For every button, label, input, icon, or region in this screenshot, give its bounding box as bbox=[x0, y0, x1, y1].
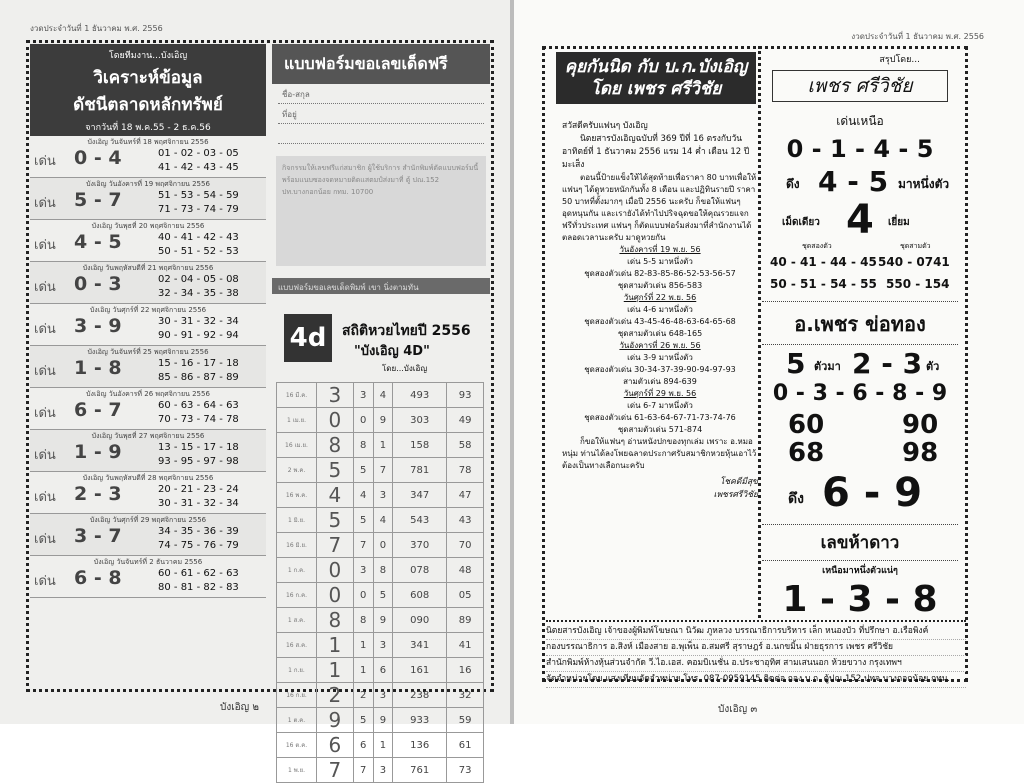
left-page-header: งวดประจำวันที่ 1 ธันวาคม พ.ศ. 2556 bbox=[30, 24, 163, 33]
ajarn-row-numbers: 0 - 3 - 6 - 8 - 9 bbox=[772, 381, 948, 406]
fourd-digit-a: 3 bbox=[353, 558, 373, 583]
stats-row-date: บังเอิญ วันจันทร์ที่ 2 ธันวาคม 2556 bbox=[93, 558, 203, 566]
fourd-two-digit: 70 bbox=[447, 533, 484, 558]
fourd-date: 16 พ.ค. bbox=[277, 483, 317, 508]
fourd-digit-a: 8 bbox=[353, 433, 373, 458]
stats-row bbox=[30, 178, 266, 220]
fourd-date: 16 ก.ย. bbox=[277, 683, 317, 708]
medeaw-label: เม็ดเดียว bbox=[782, 217, 820, 228]
fourd-row bbox=[277, 733, 484, 758]
two-digit-label: ชุดสองตัว bbox=[802, 242, 832, 250]
fourd-subtitle: "บังเอิญ 4D" bbox=[354, 344, 430, 359]
fourd-three-digit: 543 bbox=[393, 508, 447, 533]
editor-closing: ก็ขอให้แฟนๆ อ่านหนังปกของทุกเล่ม เพราะ อ.หมอหนุ่ม ท่านได้ลงโพยฉลาดประกาศรับสมาชิกหวยหุ้นเอาไว้ต้องเป็นทางเลือกนะครับ bbox=[562, 437, 757, 470]
ajarn-digit-2: 2 - 3 bbox=[852, 347, 923, 380]
fourd-digit-b: 7 bbox=[373, 458, 393, 483]
fourd-big-digit: 5 bbox=[317, 458, 354, 483]
three-digit-label: ชุดสามตัว bbox=[900, 242, 931, 250]
entry-date: วันศุกร์ที่ 29 พ.ย. 56 bbox=[623, 389, 697, 398]
dennuea-numbers: 0 - 1 - 4 - 5 bbox=[786, 135, 934, 163]
fourd-digit-a: 2 bbox=[353, 683, 373, 708]
form-column bbox=[272, 44, 490, 782]
fourd-two-digit: 05 bbox=[447, 583, 484, 608]
editor-title: คุยกันนิด กับ บ.ก.บังเอิญ bbox=[564, 57, 748, 77]
fourd-big-digit: 4 bbox=[317, 483, 354, 508]
ajarn-text-2: ตัว bbox=[926, 360, 940, 373]
stats-row-date: บังเอิญ วันพุธที่ 20 พฤศจิกายน 2556 bbox=[91, 222, 205, 230]
stats-row-pair: 2 - 3 bbox=[74, 483, 122, 505]
fourd-row bbox=[277, 458, 484, 483]
fourd-digit-b: 3 bbox=[373, 683, 393, 708]
ajarn-grid-2: 90 bbox=[902, 410, 939, 440]
stats-row-numbers-2: 80 - 81 - 82 - 83 bbox=[158, 582, 239, 593]
fourd-two-digit: 43 bbox=[447, 508, 484, 533]
stats-row bbox=[30, 136, 266, 178]
fourd-digit-b: 8 bbox=[373, 558, 393, 583]
lekha-title: เลขห้าดาว bbox=[762, 525, 958, 561]
fourd-three-digit: 781 bbox=[393, 458, 447, 483]
fourd-row bbox=[277, 508, 484, 533]
fourd-digit-b: 3 bbox=[373, 633, 393, 658]
entry-pick: เด่น 4-6 มาหนึ่งตัว bbox=[627, 305, 693, 314]
form-blank-line[interactable] bbox=[278, 128, 484, 144]
fourd-three-digit: 341 bbox=[393, 633, 447, 658]
fourd-three-digit: 161 bbox=[393, 658, 447, 683]
dueng-row bbox=[762, 165, 958, 201]
medeaw-suffix: เยี่ยม bbox=[888, 217, 910, 228]
fourd-date: 16 มี.ค. bbox=[277, 383, 317, 408]
three-digit-set-1: 540 - 0741 bbox=[878, 255, 950, 269]
stats-row-pair: 4 - 5 bbox=[74, 231, 122, 253]
fourd-digit-b: 9 bbox=[373, 708, 393, 733]
editor-entry bbox=[562, 388, 758, 436]
two-digit-set-1: 40 - 41 - 44 - 45 bbox=[770, 255, 877, 269]
dueng-numbers: 4 - 5 bbox=[818, 165, 889, 198]
fourd-big-digit: 3 bbox=[317, 383, 354, 408]
stats-row-numbers-2: 70 - 73 - 74 - 78 bbox=[158, 414, 239, 425]
lekha-subtitle: เหนือมาหนึ่งตัวแน่ๆ bbox=[822, 566, 898, 576]
dennuea-label: เด่นเหนือ bbox=[836, 114, 884, 128]
stats-row-numbers-1: 40 - 41 - 42 - 43 bbox=[158, 232, 239, 243]
fourd-row bbox=[277, 633, 484, 658]
stats-row-date: บังเอิญ วันพฤหัสบดีที่ 28 พฤศจิกายน 2556 bbox=[82, 474, 214, 482]
fourd-big-digit: 7 bbox=[317, 533, 354, 558]
fourd-digit-b: 3 bbox=[373, 758, 393, 783]
dueng-label: ดึง bbox=[786, 177, 800, 191]
left-page-footer: บังเอิญ ๒ bbox=[220, 702, 259, 713]
editor-paragraph-2: ตอนนี้ป้ายแข็งให้ได้สุดท้ายเพื่อราคา 80 บาทเพื่อให้แฟนๆ ได้ดูหวยหนักกันทั้ง 8 เดือน และปฏิทินรายปี ราคา 50 บาทที่ตั้งมากๆ เมื่อปี 2556 นะครับ ก็ขอให้แฟนๆ อุดหนุนกัน และเรายังได้ทำไปปริจฉุดขอให้คุณรวยแจกฟรีทั่วประเทศ แฟนๆ ก็ตัดแบบฟอร์มส่งมาที่สำนักงานได้ตลอดเวลานะครับ มาดูหวยกัน bbox=[562, 173, 757, 242]
stats-date-range: จากวันที่ 18 พ.ค.55 - 2 ธ.ค.56 bbox=[85, 123, 211, 133]
fourd-big-digit: 1 bbox=[317, 633, 354, 658]
stats-row-numbers-2: 30 - 31 - 32 - 34 bbox=[158, 498, 239, 509]
fourd-row bbox=[277, 383, 484, 408]
stats-row bbox=[30, 304, 266, 346]
fourd-date: 16 ต.ค. bbox=[277, 733, 317, 758]
fourd-three-digit: 158 bbox=[393, 433, 447, 458]
stats-row-label: เด่น bbox=[34, 322, 56, 337]
stats-row-label: เด่น bbox=[34, 280, 56, 295]
fourd-row bbox=[277, 608, 484, 633]
stats-row-numbers-1: 01 - 02 - 03 - 05 bbox=[158, 148, 239, 159]
fourd-big-digit: 8 bbox=[317, 433, 354, 458]
fourd-date: 1 ก.ค. bbox=[277, 558, 317, 583]
editor-entry bbox=[562, 340, 758, 388]
ajarn-section bbox=[762, 301, 958, 520]
form-footer-bar: แบบฟอร์มขอเลขเด็ดพิมพ์ เขา นิ่งตามทัน bbox=[272, 278, 490, 294]
fourd-date: 1 ต.ค. bbox=[277, 708, 317, 733]
form-name-field[interactable]: ชื่อ-สกุล bbox=[278, 88, 484, 104]
fourd-digit-b: 0 bbox=[373, 533, 393, 558]
stats-header bbox=[30, 44, 266, 136]
credit-line: กองบรรณาธิการ อ.สิงห์ เมืองสาย อ.พุเพ็น อ.สมศรี สุราษฎร์ อ.นกขมิ้น ฝ่ายธุรการ เพชร ศรีวิชัย bbox=[546, 640, 966, 656]
fourd-date: 1 พ.ย. bbox=[277, 758, 317, 783]
fourd-three-digit: 303 bbox=[393, 408, 447, 433]
fourd-two-digit: 78 bbox=[447, 458, 484, 483]
stats-row-label: เด่น bbox=[34, 364, 56, 379]
fourd-row bbox=[277, 533, 484, 558]
fourd-digit-a: 1 bbox=[353, 658, 373, 683]
fourd-digit-a: 7 bbox=[353, 533, 373, 558]
fourd-date: 16 มิ.ย. bbox=[277, 533, 317, 558]
stats-row bbox=[30, 388, 266, 430]
stats-row-numbers-2: 32 - 34 - 35 - 38 bbox=[158, 288, 239, 299]
lekha-numbers: 1 - 3 - 8 bbox=[782, 579, 938, 620]
fourd-two-digit: 73 bbox=[447, 758, 484, 783]
stats-row-numbers-1: 20 - 21 - 23 - 24 bbox=[158, 484, 239, 495]
set-labels bbox=[762, 241, 958, 253]
ajarn-text-1: ตัวมา bbox=[814, 360, 841, 373]
entry-three-digit: ชุดสามตัวเด่น 648-165 bbox=[617, 329, 703, 338]
fourd-two-digit: 32 bbox=[447, 683, 484, 708]
fourd-digit-b: 1 bbox=[373, 433, 393, 458]
entry-two-digit: ชุดสองตัวเด่น 30-34-37-39-90-94-97-93 bbox=[584, 365, 736, 374]
stats-row bbox=[30, 556, 266, 598]
editor-title-box bbox=[556, 52, 756, 104]
stats-row-pair: 6 - 8 bbox=[74, 567, 122, 589]
fourd-big-digit: 0 bbox=[317, 583, 354, 608]
entry-two-digit: ชุดสองตัวเด่น 82-83-85-86-52-53-56-57 bbox=[584, 269, 736, 278]
stats-row-date: บังเอิญ วันอังคารที่ 26 พฤศจิกายน 2556 bbox=[86, 390, 210, 398]
stats-row bbox=[30, 472, 266, 514]
fourd-digit-a: 7 bbox=[353, 758, 373, 783]
stats-row-date: บังเอิญ วันจันทร์ที่ 25 พฤศจิกายน 2556 bbox=[87, 348, 209, 356]
ajarn-grid-3: 68 bbox=[788, 438, 825, 468]
fourd-row bbox=[277, 558, 484, 583]
stats-row-pair: 0 - 3 bbox=[74, 273, 122, 295]
stats-row-label: เด่น bbox=[34, 490, 56, 505]
stats-row-numbers-2: 50 - 51 - 52 - 53 bbox=[158, 246, 239, 257]
stats-row-label: เด่น bbox=[34, 196, 56, 211]
stats-row-label: เด่น bbox=[34, 406, 56, 421]
entry-three-digit: ชุดสามตัวเด่น 571-874 bbox=[617, 425, 703, 434]
dueng-suffix: มาหนึ่งตัว bbox=[898, 177, 950, 191]
fourd-digit-b: 3 bbox=[373, 483, 393, 508]
stats-row-numbers-2: 90 - 91 - 92 - 94 bbox=[158, 330, 239, 341]
fourd-date: 2 พ.ค. bbox=[277, 458, 317, 483]
stats-row-date: บังเอิญ วันจันทร์ที่ 18 พฤศจิกายน 2556 bbox=[87, 138, 209, 146]
fourd-digit-b: 1 bbox=[373, 733, 393, 758]
fourd-row bbox=[277, 408, 484, 433]
entry-date: วันอังคารที่ 26 พ.ย. 56 bbox=[619, 341, 701, 350]
stats-rows bbox=[30, 136, 266, 598]
fourd-logo: 4d bbox=[284, 314, 332, 362]
fourd-row bbox=[277, 583, 484, 608]
lekha-section bbox=[762, 524, 958, 620]
three-digit-set-2: 550 - 154 bbox=[886, 277, 950, 291]
entry-pick: เด่น 5-5 มาหนึ่งตัว bbox=[627, 257, 693, 266]
fourd-three-digit: 493 bbox=[393, 383, 447, 408]
entry-date: วันอังคารที่ 19 พ.ย. 56 bbox=[619, 245, 701, 254]
stats-row-numbers-2: 93 - 95 - 97 - 98 bbox=[158, 456, 239, 467]
fourd-digit-a: 4 bbox=[353, 483, 373, 508]
fourd-date: 16 เม.ย. bbox=[277, 433, 317, 458]
stats-row-numbers-2: 74 - 75 - 76 - 79 bbox=[158, 540, 239, 551]
ajarn-grid-4: 98 bbox=[902, 438, 939, 468]
fourd-two-digit: 49 bbox=[447, 408, 484, 433]
set-row-1 bbox=[762, 253, 958, 275]
fourd-big-digit: 8 bbox=[317, 608, 354, 633]
stats-row-numbers-1: 30 - 31 - 32 - 34 bbox=[158, 316, 239, 327]
stats-subtitle: ดัชนีตลาดหลักทรัพย์ bbox=[73, 95, 223, 115]
fourd-three-digit: 933 bbox=[393, 708, 447, 733]
stats-row-numbers-1: 15 - 16 - 17 - 18 bbox=[158, 358, 239, 369]
editor-entries bbox=[562, 244, 758, 436]
ajarn-pick-row bbox=[762, 345, 958, 381]
stats-byline: โดยทีมงาน...บังเอิญ bbox=[108, 51, 188, 61]
stats-row-numbers-1: 51 - 53 - 54 - 59 bbox=[158, 190, 239, 201]
fourd-row bbox=[277, 433, 484, 458]
fourd-big-digit: 0 bbox=[317, 558, 354, 583]
fourd-digit-a: 0 bbox=[353, 583, 373, 608]
credit-line: สำนักพิมพ์ห้างหุ้นส่วนจำกัด วี.ไอ.เอส. คอมบิเนชั่น อ.ประชาอุทิศ สามเสนนอก ห้วยขวาง กรุงเทพฯ bbox=[546, 656, 966, 672]
editor-greeting: สวัสดีครับแฟนๆ บังเอิญ bbox=[562, 121, 648, 131]
fourd-digit-a: 5 bbox=[353, 458, 373, 483]
summary-column bbox=[762, 52, 958, 620]
stats-row-pair: 0 - 4 bbox=[74, 147, 122, 169]
fourd-three-digit: 136 bbox=[393, 733, 447, 758]
fourd-big-digit: 9 bbox=[317, 708, 354, 733]
fourd-date: 16 ส.ค. bbox=[277, 633, 317, 658]
fourd-digit-a: 5 bbox=[353, 708, 373, 733]
fourd-three-digit: 608 bbox=[393, 583, 447, 608]
stats-row-date: บังเอิญ วันพุธที่ 27 พฤศจิกายน 2556 bbox=[91, 432, 205, 440]
fourd-three-digit: 238 bbox=[393, 683, 447, 708]
fourd-byline: โดย...บังเอิญ bbox=[382, 364, 428, 373]
stats-row-numbers-2: 71 - 73 - 74 - 79 bbox=[158, 204, 239, 215]
ajarn-dueng-numbers: 6 - 9 bbox=[822, 470, 923, 516]
credits-lines bbox=[546, 624, 966, 688]
fourd-digit-a: 5 bbox=[353, 508, 373, 533]
form-address-field[interactable]: ที่อยู่ bbox=[278, 108, 484, 124]
fourd-digit-b: 6 bbox=[373, 658, 393, 683]
right-page-header: งวดประจำวันที่ 1 ธันวาคม พ.ศ. 2556 bbox=[851, 32, 984, 41]
ajarn-dueng-label: ดึง bbox=[788, 491, 804, 507]
fourd-title: สถิติหวยไทยปี 2556 bbox=[342, 323, 471, 339]
stats-row-pair: 3 - 9 bbox=[74, 315, 122, 337]
fourd-big-digit: 5 bbox=[317, 508, 354, 533]
fourd-row bbox=[277, 658, 484, 683]
fourd-digit-a: 6 bbox=[353, 733, 373, 758]
ajarn-digit-1: 5 bbox=[786, 347, 806, 380]
fourd-two-digit: 41 bbox=[447, 633, 484, 658]
fourd-digit-b: 4 bbox=[373, 383, 393, 408]
fourd-big-digit: 1 bbox=[317, 658, 354, 683]
two-digit-set-2: 50 - 51 - 54 - 55 bbox=[770, 277, 877, 291]
stats-row-numbers-2: 41 - 42 - 43 - 45 bbox=[158, 162, 239, 173]
stats-row-numbers-1: 34 - 35 - 36 - 39 bbox=[158, 526, 239, 537]
fourd-date: 1 มิ.ย. bbox=[277, 508, 317, 533]
fourd-two-digit: 93 bbox=[447, 383, 484, 408]
fourd-big-digit: 2 bbox=[317, 683, 354, 708]
stats-row bbox=[30, 514, 266, 556]
fourd-two-digit: 58 bbox=[447, 433, 484, 458]
editor-entry bbox=[562, 292, 758, 340]
credit-line: จัดจำหน่ายโดย แสงเทียนจัดจำหน่าย โทร. 087-0959145 ติดต่อ กอง บ.ก. ตู้ปณ.152 ปทจ.บางกอกน้อย กทม. bbox=[546, 672, 966, 688]
stats-row-date: บังเอิญ วันพฤหัสบดีที่ 21 พฤศจิกายน 2556 bbox=[82, 264, 214, 272]
fourd-three-digit: 347 bbox=[393, 483, 447, 508]
stats-row-pair: 5 - 7 bbox=[74, 189, 122, 211]
fourd-digit-a: 3 bbox=[353, 383, 373, 408]
editor-signature: เพชรศรีวิชัย bbox=[713, 490, 758, 500]
stats-row-label: เด่น bbox=[34, 154, 56, 169]
fourd-big-digit: 7 bbox=[317, 758, 354, 783]
credits-block bbox=[546, 620, 966, 688]
stats-row-label: เด่น bbox=[34, 532, 56, 547]
fourd-two-digit: 16 bbox=[447, 658, 484, 683]
left-page bbox=[0, 0, 510, 782]
fourd-two-digit: 48 bbox=[447, 558, 484, 583]
fourd-digit-b: 5 bbox=[373, 583, 393, 608]
stats-row bbox=[30, 346, 266, 388]
fourd-digit-a: 8 bbox=[353, 608, 373, 633]
stats-row-pair: 1 - 9 bbox=[74, 441, 122, 463]
stats-row bbox=[30, 262, 266, 304]
fourd-two-digit: 61 bbox=[447, 733, 484, 758]
editor-byline: โดย เพชร ศรีวิชัย bbox=[590, 79, 722, 99]
stats-row-numbers-1: 02 - 04 - 05 - 08 bbox=[158, 274, 239, 285]
fourd-big-digit: 6 bbox=[317, 733, 354, 758]
ajarn-title: อ.เพชร ข่อทอง bbox=[762, 302, 958, 345]
medeaw-row bbox=[762, 197, 958, 243]
form-title: แบบฟอร์มขอเลขเด็ดฟรี bbox=[272, 44, 490, 84]
fourd-row bbox=[277, 758, 484, 783]
fourd-date: 16 ก.ค. bbox=[277, 583, 317, 608]
fourd-row bbox=[277, 708, 484, 733]
editor-paragraph-1: นิตยสารบังเอิญฉบับที่ 369 ปีที่ 16 ตรงกับวันอาทิตย์ที่ 1 ธันวาคม 2556 แรม 14 ค่ำ เดือน 12 ปีมะเส็ง bbox=[562, 134, 750, 170]
fourd-digit-b: 9 bbox=[373, 408, 393, 433]
stats-row bbox=[30, 430, 266, 472]
fourd-big-digit: 0 bbox=[317, 408, 354, 433]
stats-title: วิเคราะห์ข้อมูล bbox=[93, 68, 203, 88]
entry-two-digit: ชุดสองตัวเด่น 61-63-64-67-71-73-74-76 bbox=[584, 413, 736, 422]
entry-date: วันศุกร์ที่ 22 พ.ย. 56 bbox=[623, 293, 697, 302]
fourd-digit-b: 9 bbox=[373, 608, 393, 633]
ajarn-grid bbox=[762, 406, 958, 470]
stats-row-pair: 1 - 8 bbox=[74, 357, 122, 379]
stats-row-pair: 6 - 7 bbox=[74, 399, 122, 421]
credit-line: นิตยสารบังเอิญ เจ้าของผู้พิมพ์โฆษณา นิวัฒ ภูหลวง บรรณาธิการบริหาร เล็ก หนองบัว ที่ปรึกษา อ.เรือพิงค์ bbox=[546, 624, 966, 640]
entry-pick: เด่น 6-7 มาหนึ่งตัว bbox=[627, 401, 693, 410]
summary-name: เพชร ศรีวิชัย bbox=[772, 70, 948, 102]
ajarn-dueng-row bbox=[762, 470, 958, 520]
fourd-three-digit: 078 bbox=[393, 558, 447, 583]
fourd-digit-a: 1 bbox=[353, 633, 373, 658]
entry-two-digit: ชุดสองตัวเด่น 43-45-46-48-63-64-65-68 bbox=[584, 317, 736, 326]
editor-entry bbox=[562, 244, 758, 292]
medeaw-number: 4 bbox=[846, 197, 874, 243]
fourd-digit-b: 4 bbox=[373, 508, 393, 533]
summary-by: สรุปโดย... bbox=[879, 55, 920, 65]
stats-row-date: บังเอิญ วันศุกร์ที่ 22 พฤศจิกายน 2556 bbox=[89, 306, 207, 314]
fourd-two-digit: 89 bbox=[447, 608, 484, 633]
fourd-table bbox=[276, 382, 484, 783]
fourd-row bbox=[277, 483, 484, 508]
entry-three-digit: ชุดสามตัวเด่น 856-583 bbox=[617, 281, 703, 290]
stats-row-numbers-1: 60 - 63 - 64 - 63 bbox=[158, 400, 239, 411]
entry-pick: เด่น 3-9 มาหนึ่งตัว bbox=[627, 353, 693, 362]
fourd-row bbox=[277, 683, 484, 708]
editor-column bbox=[562, 120, 758, 502]
right-column-divider bbox=[758, 46, 761, 618]
stats-row-numbers-1: 13 - 15 - 17 - 18 bbox=[158, 442, 239, 453]
fourd-date: 1 ก.ย. bbox=[277, 658, 317, 683]
stats-row-label: เด่น bbox=[34, 448, 56, 463]
stats-row-pair: 3 - 7 bbox=[74, 525, 122, 547]
fourd-three-digit: 090 bbox=[393, 608, 447, 633]
fourd-three-digit: 761 bbox=[393, 758, 447, 783]
stats-column bbox=[30, 44, 266, 684]
fourd-two-digit: 59 bbox=[447, 708, 484, 733]
fourd-two-digit: 47 bbox=[447, 483, 484, 508]
fourd-date: 1 เม.ย. bbox=[277, 408, 317, 433]
stats-row-label: เด่น bbox=[34, 238, 56, 253]
fourd-three-digit: 370 bbox=[393, 533, 447, 558]
stats-row-numbers-2: 85 - 86 - 87 - 89 bbox=[158, 372, 239, 383]
stats-row-date: บังเอิญ วันอังคารที่ 19 พฤศจิกายน 2556 bbox=[86, 180, 210, 188]
stats-row-date: บังเอิญ วันศุกร์ที่ 29 พฤศจิกายน 2556 bbox=[89, 516, 207, 524]
stats-row-numbers-1: 60 - 61 - 62 - 63 bbox=[158, 568, 239, 579]
stats-row bbox=[30, 220, 266, 262]
entry-three-digit: สามตัวเด่น 894-639 bbox=[623, 377, 697, 386]
stats-row-label: เด่น bbox=[34, 574, 56, 589]
fourd-date: 1 ส.ค. bbox=[277, 608, 317, 633]
editor-signoff: โชคดีมีสุข bbox=[719, 477, 758, 487]
ajarn-grid-1: 60 bbox=[788, 410, 825, 440]
set-row-2 bbox=[762, 275, 958, 297]
form-instructions: กิจกรรมให้เลขฟรีแก่สมาชิก ผู้ใช้บริการ สำนักพิมพ์ตัดแบบฟอร์มนี้พร้อมแนบซองจดหมายติดแสตมป์ส่งมาที่ ตู้ ปณ.152 ปท.บางกอกน้อย กทม. 10700 bbox=[276, 156, 486, 266]
right-page-footer: บังเอิญ ๓ bbox=[718, 704, 758, 715]
fourd-digit-a: 0 bbox=[353, 408, 373, 433]
